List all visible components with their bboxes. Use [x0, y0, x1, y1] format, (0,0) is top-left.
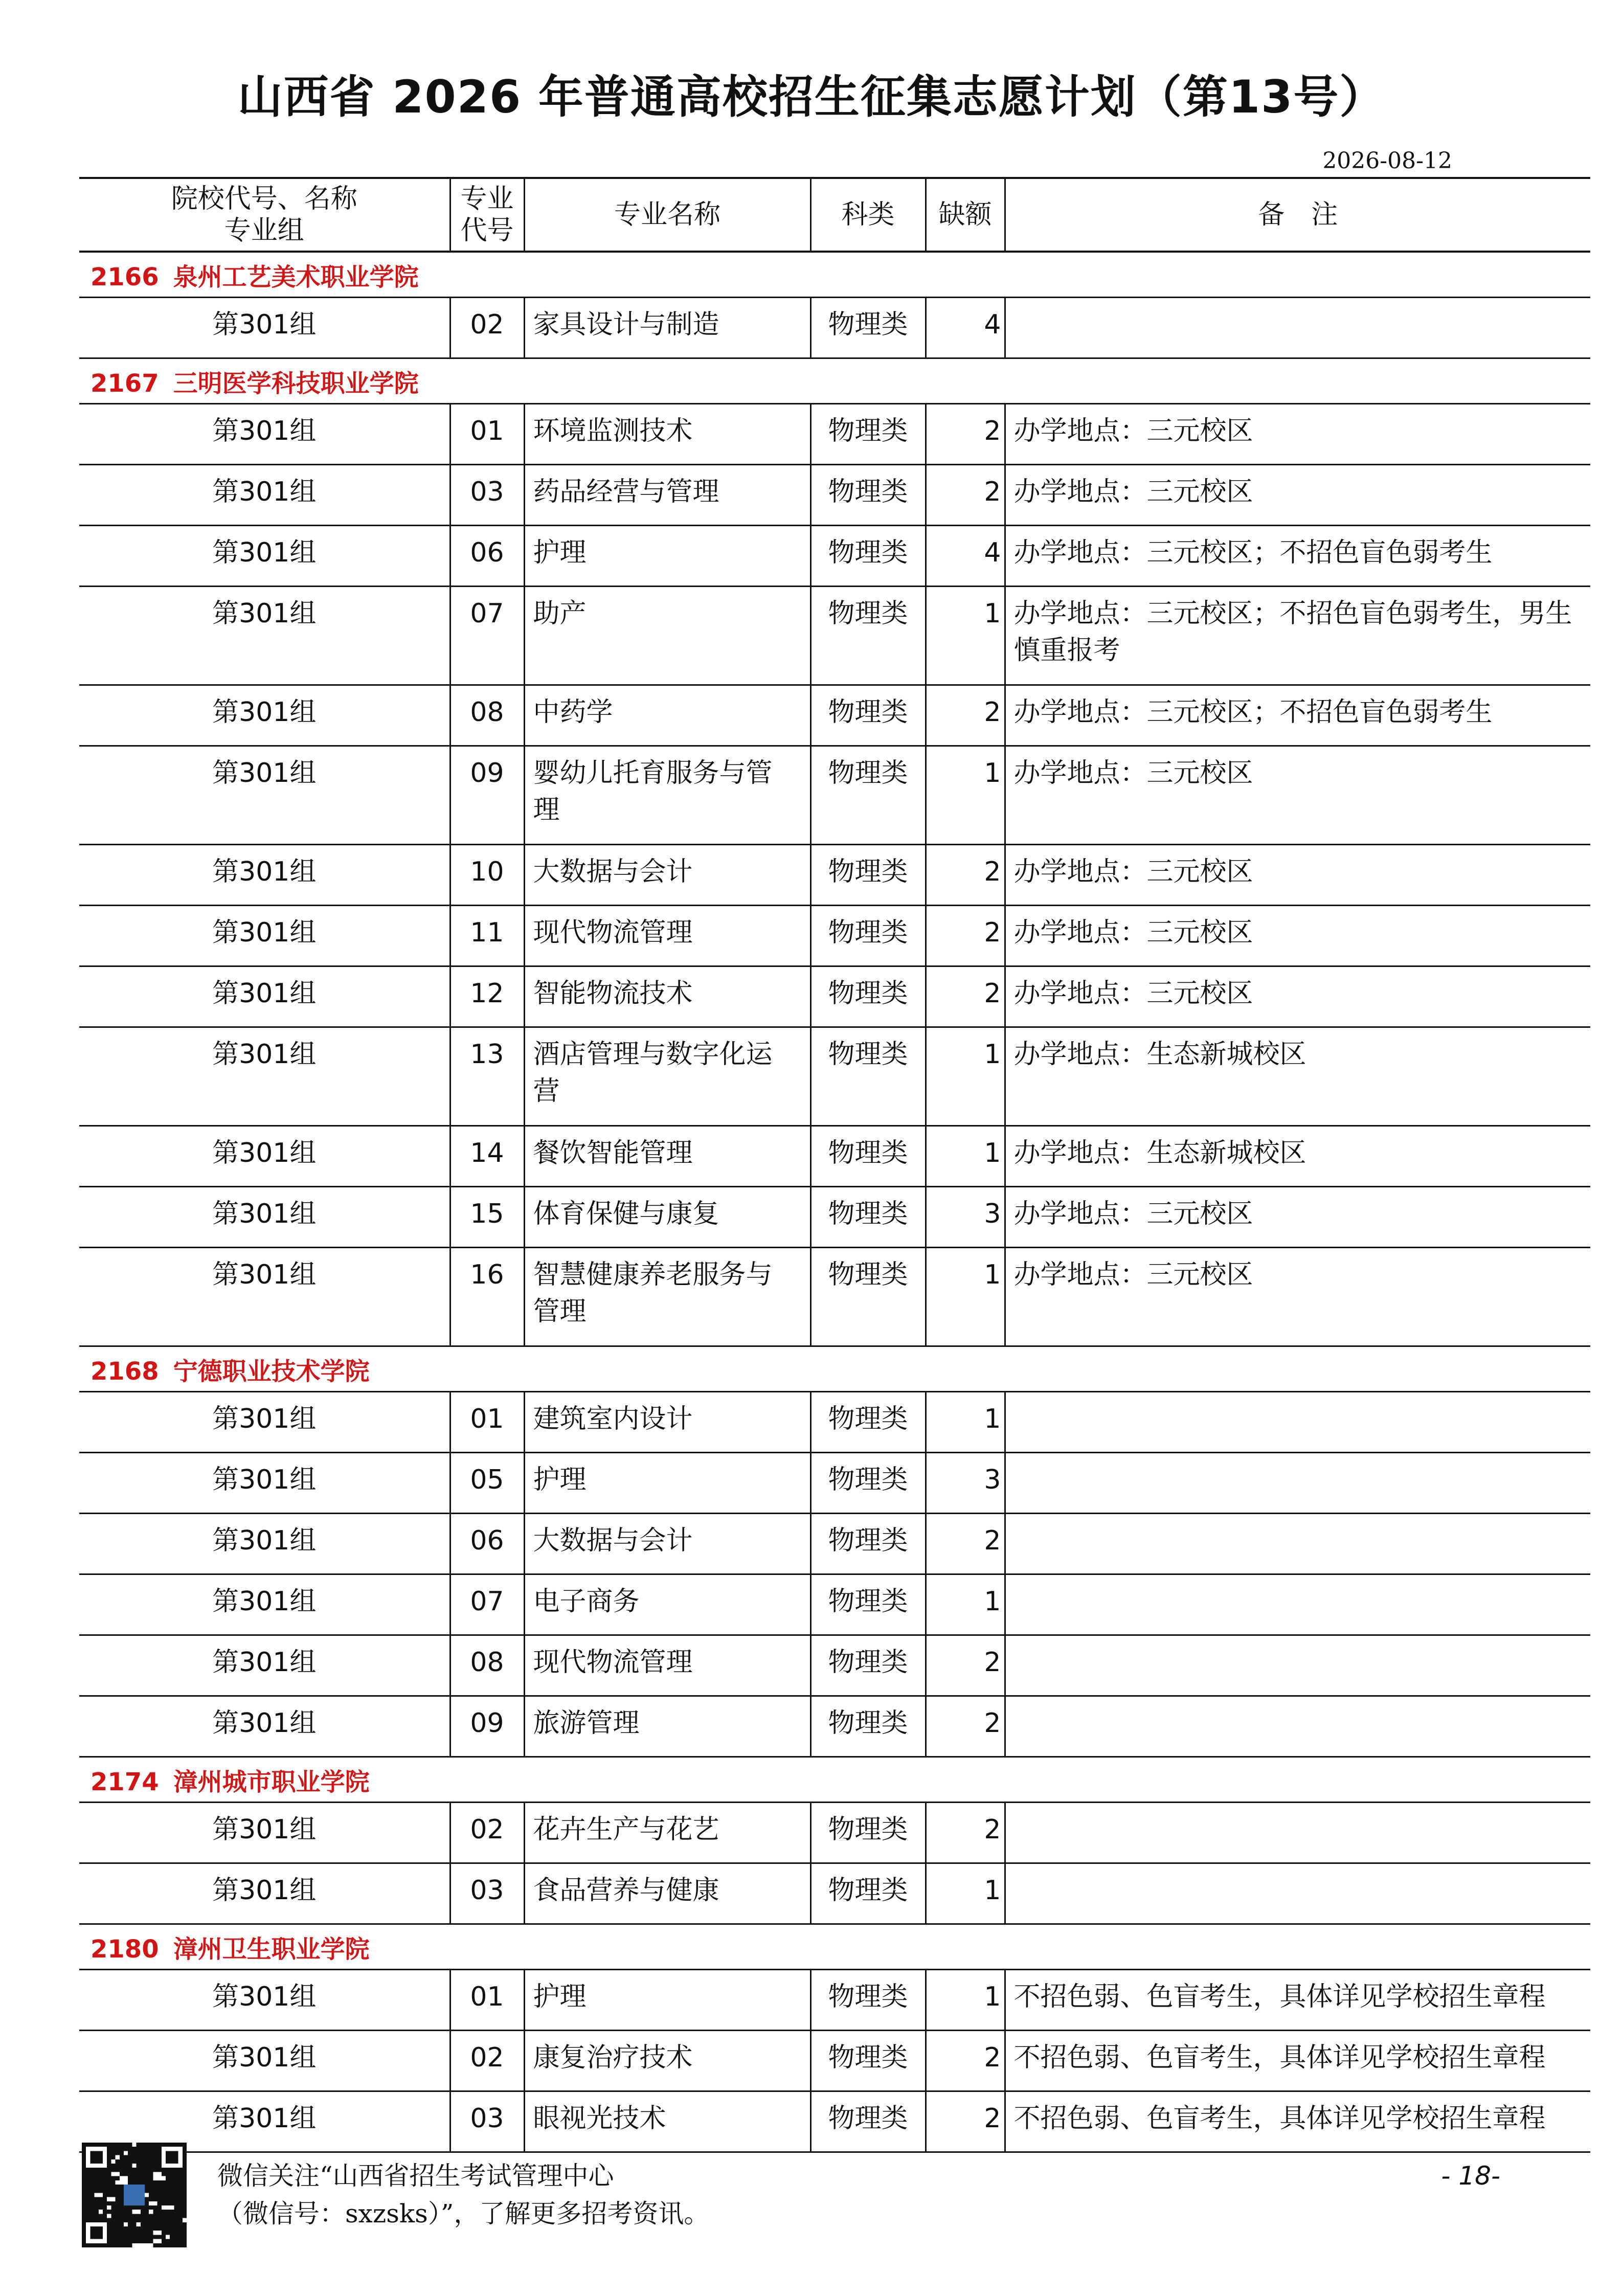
group-cell: 第301组	[79, 587, 450, 685]
footer-wechat-note	[217, 2157, 709, 2233]
group-cell: 第301组	[79, 1392, 450, 1453]
note-cell: 办学地点：三元校区	[1005, 845, 1590, 906]
major-name-cell: 环境监测技术	[524, 404, 810, 465]
quota-cell: 1	[926, 1392, 1005, 1453]
group-cell: 第301组	[79, 1696, 450, 1757]
major-code-cell: 14	[450, 1126, 524, 1187]
major-code-cell: 15	[450, 1187, 524, 1248]
category-cell: 物理类	[810, 906, 926, 966]
category-cell: 物理类	[810, 298, 926, 358]
major-name-cell: 酒店管理与数字化运营	[524, 1027, 810, 1126]
major-code-cell: 10	[450, 845, 524, 906]
group-cell: 第301组	[79, 404, 450, 465]
quota-cell: 2	[926, 966, 1005, 1027]
school-header-row	[79, 1346, 1590, 1392]
group-cell: 第301组	[79, 685, 450, 746]
school-header-cell	[79, 358, 1590, 404]
school-code: 2168	[91, 1357, 159, 1386]
category-cell: 物理类	[810, 1696, 926, 1757]
major-code-cell: 09	[450, 746, 524, 845]
enrollment-table	[79, 177, 1590, 2153]
category-cell: 物理类	[810, 1187, 926, 1248]
header-school-label: 院校代号、名称 专业组	[171, 184, 357, 246]
major-code-cell: 03	[450, 465, 524, 526]
header-note: 备 注	[1005, 178, 1590, 252]
page-title: 山西省 2026 年普通高校招生征集志愿计划（第13号）	[237, 71, 1386, 123]
group-cell: 第301组	[79, 1027, 450, 1126]
major-code-cell: 02	[450, 1803, 524, 1863]
major-name-cell: 电子商务	[524, 1574, 810, 1635]
note-cell	[1005, 1803, 1590, 1863]
quota-cell: 2	[926, 2031, 1005, 2091]
quota-cell: 1	[926, 1248, 1005, 1346]
quota-cell: 2	[926, 1514, 1005, 1574]
quota-cell: 2	[926, 2091, 1005, 2152]
major-name-cell: 智能物流技术	[524, 966, 810, 1027]
note-cell	[1005, 1574, 1590, 1635]
quota-cell: 4	[926, 298, 1005, 358]
table-row	[79, 1514, 1590, 1574]
quota-cell: 2	[926, 1696, 1005, 1757]
qr-code-icon	[82, 2143, 187, 2247]
note-cell	[1005, 1453, 1590, 1514]
category-cell: 物理类	[810, 845, 926, 906]
major-code-cell: 01	[450, 404, 524, 465]
quota-cell: 2	[926, 906, 1005, 966]
major-code-cell: 07	[450, 587, 524, 685]
note-cell: 办学地点：生态新城校区	[1005, 1126, 1590, 1187]
school-header-cell	[79, 252, 1590, 298]
major-name-cell: 现代物流管理	[524, 906, 810, 966]
group-cell: 第301组	[79, 465, 450, 526]
note-cell: 办学地点：三元校区	[1005, 906, 1590, 966]
note-cell: 办学地点：三元校区；不招色盲色弱考生，男生慎重报考	[1005, 587, 1590, 685]
group-cell: 第301组	[79, 1863, 450, 1924]
major-code-cell: 02	[450, 2031, 524, 2091]
quota-cell: 2	[926, 465, 1005, 526]
quota-cell: 1	[926, 1027, 1005, 1126]
note-cell: 不招色弱、色盲考生，具体详见学校招生章程	[1005, 2091, 1590, 2152]
header-category: 科类	[810, 178, 926, 252]
quota-cell: 1	[926, 587, 1005, 685]
school-header-cell	[79, 1757, 1590, 1803]
note-cell: 办学地点：生态新城校区	[1005, 1027, 1590, 1126]
table-row	[79, 1392, 1590, 1453]
header-code	[450, 178, 524, 252]
group-cell: 第301组	[79, 966, 450, 1027]
group-cell: 第301组	[79, 1453, 450, 1514]
category-cell: 物理类	[810, 685, 926, 746]
group-cell: 第301组	[79, 298, 450, 358]
major-name-cell: 旅游管理	[524, 1696, 810, 1757]
table-header-row	[79, 178, 1590, 252]
category-cell: 物理类	[810, 2091, 926, 2152]
group-cell: 第301组	[79, 1248, 450, 1346]
table-body	[79, 252, 1590, 2152]
quota-cell: 1	[926, 746, 1005, 845]
table-row	[79, 526, 1590, 587]
group-cell: 第301组	[79, 526, 450, 587]
major-code-cell: 06	[450, 1514, 524, 1574]
table-row	[79, 1863, 1590, 1924]
major-name-cell: 食品营养与健康	[524, 1863, 810, 1924]
category-cell: 物理类	[810, 746, 926, 845]
school-code: 2166	[91, 262, 159, 291]
major-code-cell: 16	[450, 1248, 524, 1346]
school-code: 2180	[91, 1934, 159, 1964]
category-cell: 物理类	[810, 1453, 926, 1514]
category-cell: 物理类	[810, 1635, 926, 1696]
category-cell: 物理类	[810, 587, 926, 685]
category-cell: 物理类	[810, 1970, 926, 2031]
table-row	[79, 1126, 1590, 1187]
major-code-cell: 05	[450, 1453, 524, 1514]
group-cell: 第301组	[79, 2091, 450, 2152]
group-cell: 第301组	[79, 1803, 450, 1863]
major-name-cell: 康复治疗技术	[524, 2031, 810, 2091]
school-header-row	[79, 358, 1590, 404]
note-cell: 办学地点：三元校区	[1005, 966, 1590, 1027]
school-name: 三明医学科技职业学院	[173, 369, 419, 398]
school-name: 漳州卫生职业学院	[173, 1934, 370, 1964]
category-cell: 物理类	[810, 1027, 926, 1126]
table-row	[79, 1574, 1590, 1635]
table-row	[79, 298, 1590, 358]
table-row	[79, 966, 1590, 1027]
note-cell: 办学地点：三元校区；不招色盲色弱考生	[1005, 685, 1590, 746]
table-row	[79, 465, 1590, 526]
major-name-cell: 智慧健康养老服务与管理	[524, 1248, 810, 1346]
group-cell: 第301组	[79, 1514, 450, 1574]
school-header-row	[79, 1924, 1590, 1970]
header-code-label: 专业 代号	[460, 184, 514, 246]
major-code-cell: 03	[450, 2091, 524, 2152]
major-code-cell: 11	[450, 906, 524, 966]
major-name-cell: 药品经营与管理	[524, 465, 810, 526]
major-name-cell: 护理	[524, 1970, 810, 2031]
note-cell: 办学地点：三元校区	[1005, 404, 1590, 465]
note-cell	[1005, 1696, 1590, 1757]
school-header-cell	[79, 1346, 1590, 1392]
note-cell: 不招色弱、色盲考生，具体详见学校招生章程	[1005, 1970, 1590, 2031]
category-cell: 物理类	[810, 465, 926, 526]
category-cell: 物理类	[810, 1392, 926, 1453]
category-cell: 物理类	[810, 526, 926, 587]
major-name-cell: 中药学	[524, 685, 810, 746]
major-name-cell: 现代物流管理	[524, 1635, 810, 1696]
school-code: 2167	[91, 369, 159, 398]
header-school	[79, 178, 450, 252]
note-cell	[1005, 1392, 1590, 1453]
table-row	[79, 1803, 1590, 1863]
school-name: 宁德职业技术学院	[173, 1357, 370, 1386]
quota-cell: 4	[926, 526, 1005, 587]
quota-cell: 2	[926, 404, 1005, 465]
table-row	[79, 685, 1590, 746]
school-header-cell	[79, 1924, 1590, 1970]
publish-date: 2026-08-12	[1322, 148, 1452, 174]
major-name-cell: 家具设计与制造	[524, 298, 810, 358]
table-row	[79, 1635, 1590, 1696]
group-cell: 第301组	[79, 1574, 450, 1635]
major-name-cell: 助产	[524, 587, 810, 685]
major-name-cell: 大数据与会计	[524, 845, 810, 906]
quota-cell: 3	[926, 1187, 1005, 1248]
group-cell: 第301组	[79, 1635, 450, 1696]
note-cell: 不招色弱、色盲考生，具体详见学校招生章程	[1005, 2031, 1590, 2091]
category-cell: 物理类	[810, 2031, 926, 2091]
major-code-cell: 12	[450, 966, 524, 1027]
major-code-cell: 01	[450, 1970, 524, 2031]
group-cell: 第301组	[79, 845, 450, 906]
note-cell: 办学地点：三元校区；不招色盲色弱考生	[1005, 526, 1590, 587]
major-name-cell: 护理	[524, 526, 810, 587]
note-cell: 办学地点：三元校区	[1005, 1187, 1590, 1248]
table-row	[79, 1453, 1590, 1514]
category-cell: 物理类	[810, 1803, 926, 1863]
group-cell: 第301组	[79, 746, 450, 845]
header-quota: 缺额	[926, 178, 1005, 252]
group-cell: 第301组	[79, 1126, 450, 1187]
table-row	[79, 1248, 1590, 1346]
category-cell: 物理类	[810, 966, 926, 1027]
note-cell	[1005, 1863, 1590, 1924]
school-name: 泉州工艺美术职业学院	[173, 262, 419, 291]
major-name-cell: 婴幼儿托育服务与管理	[524, 746, 810, 845]
category-cell: 物理类	[810, 1248, 926, 1346]
category-cell: 物理类	[810, 404, 926, 465]
group-cell: 第301组	[79, 2031, 450, 2091]
quota-cell: 2	[926, 1803, 1005, 1863]
major-code-cell: 01	[450, 1392, 524, 1453]
quota-cell: 1	[926, 1126, 1005, 1187]
table-row	[79, 1027, 1590, 1126]
page-number: - 18-	[1441, 2161, 1500, 2191]
quota-cell: 2	[926, 845, 1005, 906]
quota-cell: 2	[926, 1635, 1005, 1696]
note-cell	[1005, 298, 1590, 358]
category-cell: 物理类	[810, 1574, 926, 1635]
school-header-row	[79, 252, 1590, 298]
major-name-cell: 护理	[524, 1453, 810, 1514]
group-cell: 第301组	[79, 1970, 450, 2031]
note-cell: 办学地点：三元校区	[1005, 465, 1590, 526]
table-row	[79, 845, 1590, 906]
major-name-cell: 大数据与会计	[524, 1514, 810, 1574]
major-code-cell: 08	[450, 1635, 524, 1696]
quota-cell: 1	[926, 1863, 1005, 1924]
note-cell: 办学地点：三元校区	[1005, 1248, 1590, 1346]
category-cell: 物理类	[810, 1863, 926, 1924]
table-row	[79, 404, 1590, 465]
quota-cell: 3	[926, 1453, 1005, 1514]
major-name-cell: 花卉生产与花艺	[524, 1803, 810, 1863]
table-row	[79, 1187, 1590, 1248]
category-cell: 物理类	[810, 1514, 926, 1574]
table-row	[79, 2091, 1590, 2152]
major-name-cell: 建筑室内设计	[524, 1392, 810, 1453]
enrollment-table-container	[79, 177, 1590, 2153]
note-cell	[1005, 1514, 1590, 1574]
footer-line-1: 微信关注“山西省招生考试管理中心	[217, 2161, 614, 2191]
quota-cell: 1	[926, 1574, 1005, 1635]
school-name: 漳州城市职业学院	[173, 1767, 370, 1796]
note-cell: 办学地点：三元校区	[1005, 746, 1590, 845]
group-cell: 第301组	[79, 1187, 450, 1248]
major-code-cell: 06	[450, 526, 524, 587]
table-row	[79, 587, 1590, 685]
header-major: 专业名称	[524, 178, 810, 252]
school-header-row	[79, 1757, 1590, 1803]
category-cell: 物理类	[810, 1126, 926, 1187]
table-row	[79, 1696, 1590, 1757]
table-row	[79, 906, 1590, 966]
table-row	[79, 1970, 1590, 2031]
group-cell: 第301组	[79, 906, 450, 966]
major-code-cell: 02	[450, 298, 524, 358]
major-code-cell: 09	[450, 1696, 524, 1757]
major-code-cell: 13	[450, 1027, 524, 1126]
quota-cell: 1	[926, 1970, 1005, 2031]
quota-cell: 2	[926, 685, 1005, 746]
major-name-cell: 餐饮智能管理	[524, 1126, 810, 1187]
table-row	[79, 2031, 1590, 2091]
major-name-cell: 体育保健与康复	[524, 1187, 810, 1248]
major-code-cell: 03	[450, 1863, 524, 1924]
footer-line-2: （微信号：sxzsks）”，了解更多招考资讯。	[217, 2199, 710, 2229]
note-cell	[1005, 1635, 1590, 1696]
school-code: 2174	[91, 1767, 159, 1796]
major-code-cell: 07	[450, 1574, 524, 1635]
major-code-cell: 08	[450, 685, 524, 746]
table-row	[79, 746, 1590, 845]
major-name-cell: 眼视光技术	[524, 2091, 810, 2152]
